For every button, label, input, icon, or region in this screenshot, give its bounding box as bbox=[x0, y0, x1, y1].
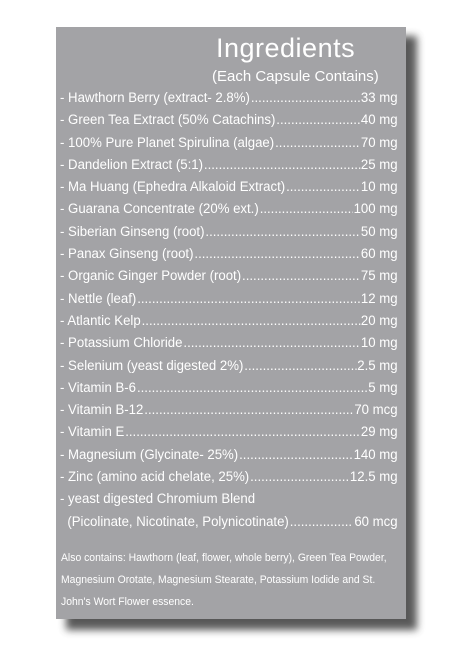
ingredient-amount: 40 mg bbox=[360, 112, 398, 129]
ingredient-amount: 50 mg bbox=[360, 223, 398, 240]
ingredient-row bbox=[60, 447, 398, 469]
ingredient-row bbox=[60, 90, 398, 112]
ingredient-row bbox=[60, 246, 398, 268]
leader-dots bbox=[137, 380, 367, 396]
ingredient-name: - 100% Pure Planet Spirulina (algae) bbox=[60, 134, 275, 151]
ingredient-amount: 12 mg bbox=[360, 290, 398, 307]
leader-dots bbox=[275, 135, 360, 151]
leader-dots bbox=[204, 157, 360, 173]
leader-dots bbox=[244, 358, 356, 374]
ingredient-row bbox=[60, 201, 398, 223]
ingredient-name: - Guarana Concentrate (20% ext.) bbox=[60, 201, 259, 218]
ingredient-amount: 12.5 mg bbox=[349, 469, 398, 486]
leader-dots bbox=[286, 179, 360, 195]
ingredient-name: - Organic Ginger Powder (root) bbox=[60, 268, 242, 285]
ingredient-amount: 10 mg bbox=[360, 335, 398, 352]
ingredient-name: - Panax Ginseng (root) bbox=[60, 246, 194, 263]
leader-dots bbox=[260, 201, 353, 217]
leader-dots bbox=[251, 90, 360, 106]
ingredient-name: - Zinc (amino acid chelate, 25%) bbox=[60, 469, 250, 486]
ingredient-row bbox=[60, 268, 398, 290]
ingredient-row bbox=[60, 135, 398, 157]
ingredient-amount: 29 mg bbox=[360, 424, 398, 441]
ingredient-row bbox=[60, 179, 398, 201]
ingredient-row bbox=[60, 335, 398, 357]
ingredient-amount: 2.5 mg bbox=[357, 357, 398, 374]
leader-dots bbox=[290, 514, 354, 530]
leader-dots bbox=[242, 268, 360, 284]
ingredient-row bbox=[60, 514, 398, 536]
ingredient-row bbox=[60, 157, 398, 179]
leader-dots bbox=[144, 402, 353, 418]
ingredient-row bbox=[60, 402, 398, 424]
ingredient-name: - Atlantic Kelp bbox=[60, 312, 141, 329]
card-subtitle: (Each Capsule Contains) bbox=[212, 68, 379, 85]
ingredient-name: - Magnesium (Glycinate- 25%) bbox=[60, 446, 239, 463]
ingredient-amount: 5 mg bbox=[368, 379, 398, 396]
ingredient-row bbox=[60, 424, 398, 446]
ingredient-amount: 70 mcg bbox=[354, 402, 398, 419]
ingredient-row bbox=[60, 224, 398, 246]
ingredients-card bbox=[56, 27, 406, 619]
ingredient-list bbox=[60, 90, 398, 536]
leader-dots bbox=[250, 469, 349, 485]
card-title: Ingredients bbox=[216, 33, 356, 63]
ingredient-name: (Picolinate, Nicotinate, Polynicotinate) bbox=[60, 513, 289, 530]
leader-dots bbox=[205, 224, 360, 240]
chromium-blend-heading bbox=[60, 491, 398, 513]
ingredient-name: - Ma Huang (Ephedra Alkaloid Extract) bbox=[60, 179, 286, 196]
ingredient-amount: 140 mg bbox=[353, 446, 398, 463]
ingredient-name: - Siberian Ginseng (root) bbox=[60, 223, 205, 240]
leader-dots bbox=[239, 447, 353, 463]
ingredient-row bbox=[60, 469, 398, 491]
ingredient-name: - Vitamin E bbox=[60, 424, 125, 441]
ingredient-row bbox=[60, 358, 398, 380]
leader-dots bbox=[276, 112, 360, 128]
ingredient-amount: 60 mg bbox=[360, 246, 398, 263]
ingredient-name: - Hawthorn Berry (extract- 2.8%) bbox=[60, 90, 250, 106]
ingredient-name: - yeast digested Chromium Blend bbox=[60, 491, 256, 508]
ingredient-amount: 25 mg bbox=[360, 156, 398, 173]
leader-dots bbox=[183, 335, 360, 351]
also-contains-note: Also contains: Hawthorn (leaf, flower, whole berry), Green Tea Powder, Magnesium Orotate, Magnesium Stearate, Potassium Iodide and St. John's Wort Flower essence. bbox=[61, 552, 387, 608]
ingredient-amount: 10 mg bbox=[360, 179, 398, 196]
ingredient-amount: 33 mg bbox=[360, 90, 398, 106]
ingredient-amount: 70 mg bbox=[360, 134, 398, 151]
ingredient-row bbox=[60, 291, 398, 313]
leader-dots bbox=[194, 246, 360, 262]
leader-dots bbox=[137, 291, 360, 307]
ingredient-name: - Dandelion Extract (5:1) bbox=[60, 156, 204, 173]
ingredient-row bbox=[60, 112, 398, 134]
leader-dots bbox=[125, 424, 360, 440]
ingredient-name: - Potassium Chloride bbox=[60, 335, 183, 352]
ingredient-amount: 100 mg bbox=[353, 201, 398, 218]
ingredient-name: - Green Tea Extract (50% Catachins) bbox=[60, 112, 276, 129]
ingredient-name: - Vitamin B-12 bbox=[60, 402, 144, 419]
leader-dots bbox=[142, 313, 360, 329]
ingredient-name: - Nettle (leaf) bbox=[60, 290, 137, 307]
ingredient-amount: 20 mg bbox=[360, 312, 398, 329]
ingredient-amount: 75 mg bbox=[360, 268, 398, 285]
ingredient-name: - Selenium (yeast digested 2%) bbox=[60, 357, 244, 374]
ingredient-amount: 60 mcg bbox=[354, 513, 398, 530]
ingredient-row bbox=[60, 380, 398, 402]
ingredient-row bbox=[60, 313, 398, 335]
ingredient-name: - Vitamin B-6 bbox=[60, 379, 137, 396]
